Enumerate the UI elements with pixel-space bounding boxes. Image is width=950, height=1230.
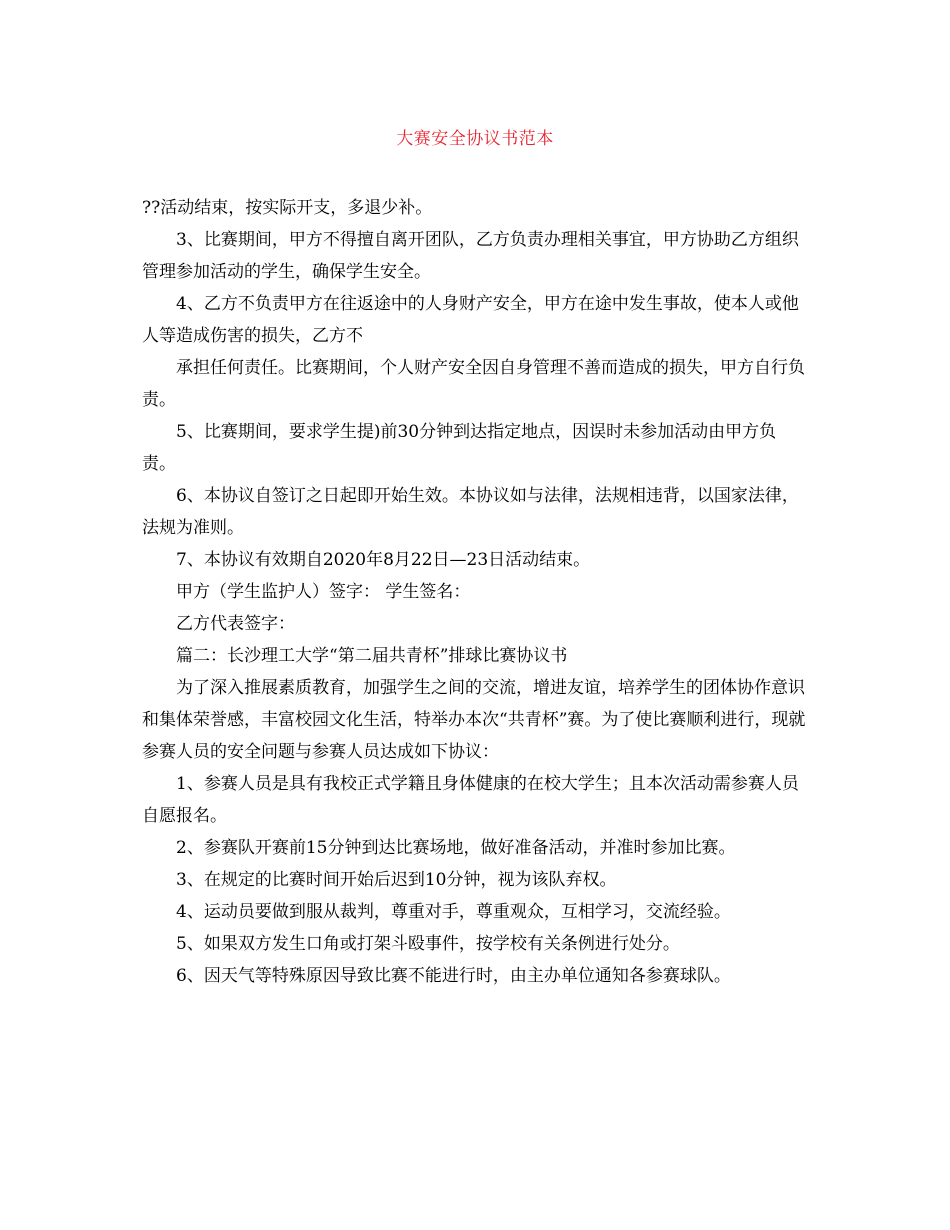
paragraph: 6、因天气等特殊原因导致比赛不能进行时，由主办单位通知各参赛球队。 bbox=[176, 966, 731, 986]
paragraph: 2、参赛队开赛前15分钟到达比赛场地，做好准备活动，并准时参加比赛。 bbox=[176, 838, 736, 858]
document-title: 大赛安全协议书范本 bbox=[396, 129, 554, 149]
document-body bbox=[142, 192, 807, 992]
paragraph: 1、参赛人员是具有我校正式学籍且身体健康的在校大学生；且本次活动需参赛人员自愿报名。 bbox=[142, 774, 799, 826]
signature-line-party-a: 甲方（学生监护人）签字： 学生签名： bbox=[176, 582, 471, 602]
paragraph: 为了深入推展素质教育，加强学生之间的交流，增进友谊，培养学生的团体协作意识和集体荣誉感，丰富校园文化生活，特举办本次“共青杯”赛。为了使比赛顺利进行，现就参赛人员的安全问题与参赛人员达成如下协议： bbox=[142, 678, 806, 762]
paragraph: 4、乙方不负责甲方在往返途中的人身财产安全，甲方在途中发生事故，使本人或他人等造成伤害的损失，乙方不 bbox=[142, 294, 799, 346]
paragraph: 7、本协议有效期自2020年8月22日—23日活动结束。 bbox=[176, 550, 591, 570]
paragraph: ??活动结束，按实际开支，多退少补。 bbox=[142, 198, 433, 218]
paragraph: 3、在规定的比赛时间开始后迟到10分钟，视为该队弃权。 bbox=[176, 870, 617, 890]
paragraph: 5、如果双方发生口角或打架斗殴事件，按学校有关条例进行处分。 bbox=[176, 934, 680, 954]
paragraph: 承担任何责任。比赛期间，个人财产安全因自身管理不善而造成的损失，甲方自行负责。 bbox=[142, 358, 805, 410]
signature-line-party-b: 乙方代表签字： bbox=[176, 614, 295, 634]
paragraph: 3、比赛期间，甲方不得擅自离开团队，乙方负责办理相关事宜，甲方协助乙方组织管理参加活动的学生，确保学生安全。 bbox=[142, 230, 799, 282]
paragraph: 6、本协议自签订之日起即开始生效。本协议如与法律，法规相违背，以国家法律，法规为准则。 bbox=[142, 486, 799, 538]
paragraph: 5、比赛期间，要求学生提)前30分钟到达指定地点，因误时未参加活动由甲方负责。 bbox=[142, 422, 777, 474]
section-heading: 篇二：长沙理工大学“第二届共青杯”排球比赛协议书 bbox=[176, 646, 568, 666]
paragraph: 4、运动员要做到服从裁判，尊重对手，尊重观众，互相学习，交流经验。 bbox=[176, 902, 731, 922]
